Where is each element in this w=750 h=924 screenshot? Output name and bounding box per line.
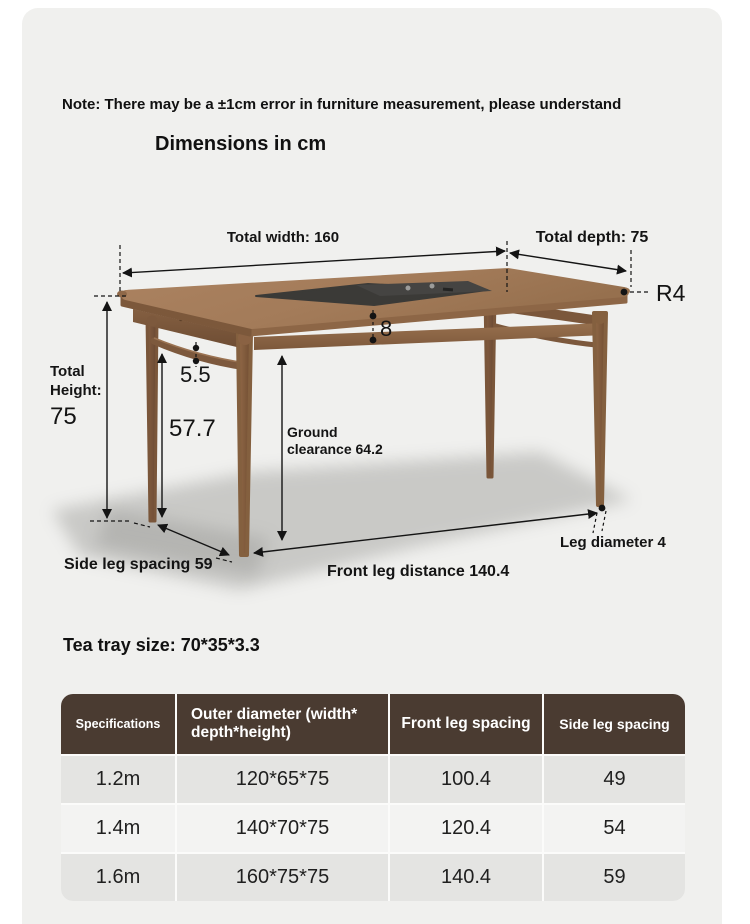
spec-cell: 49 [544, 756, 685, 803]
spec-header-side-leg-spacing: Side leg spacing [544, 694, 685, 754]
spec-table [61, 694, 685, 901]
table-leg-front-left [238, 333, 251, 555]
label-total-height-1: Total [50, 363, 85, 380]
dimension-total-height [90, 296, 131, 521]
spec-header-outer-diameter: Outer diameter (width* depth*height) [177, 694, 388, 754]
label-apron-gap: 5.5 [180, 362, 211, 387]
label-apron-height: 8 [380, 316, 393, 341]
label-leg-diameter: Leg diameter 4 [560, 534, 666, 551]
table-leg-back-left [147, 317, 157, 521]
spec-cell: 120*65*75 [177, 756, 388, 803]
spec-header-front-leg-spacing: Front leg spacing [390, 694, 542, 754]
label-corner-radius: R4 [656, 280, 686, 306]
dimension-corner-radius [621, 289, 650, 296]
dimension-apron-height [370, 310, 377, 345]
label-total-height-2: Height: [50, 382, 102, 399]
spec-cell: 120.4 [390, 805, 542, 852]
spec-cell: 1.4m [61, 805, 175, 852]
spec-header-specifications: Specifications [61, 694, 175, 754]
label-ground-2: clearance 64.2 [287, 441, 383, 457]
label-side-leg-spacing: Side leg spacing 59 [64, 556, 213, 573]
label-front-leg-distance: Front leg distance 140.4 [327, 563, 510, 580]
label-total-depth: Total depth: 75 [535, 229, 649, 246]
label-total-height-value: 75 [50, 403, 77, 430]
spec-cell: 160*75*75 [177, 854, 388, 901]
table-leg-front-right [594, 313, 606, 505]
tea-tray-size: Tea tray size: 70*35*3.3 [63, 635, 260, 655]
spec-cell: 100.4 [390, 756, 542, 803]
spec-cell: 140.4 [390, 854, 542, 901]
spec-cell: 1.6m [61, 854, 175, 901]
spec-cell: 1.2m [61, 756, 175, 803]
spec-cell: 59 [544, 854, 685, 901]
table-leg-back-right [485, 295, 495, 477]
spec-cell: 54 [544, 805, 685, 852]
spec-cell: 140*70*75 [177, 805, 388, 852]
label-total-width: Total width: 160 [226, 229, 340, 246]
label-ground-1: Ground [287, 424, 338, 440]
measurement-note: Note: There may be a ±1cm error in furniture measurement, please understand [62, 96, 622, 113]
content-card [22, 8, 722, 924]
dimension-leg-diameter [593, 505, 606, 533]
page-title: Dimensions in cm [155, 133, 327, 155]
label-leg-height: 57.7 [169, 415, 216, 442]
dimension-diagram [0, 180, 750, 618]
